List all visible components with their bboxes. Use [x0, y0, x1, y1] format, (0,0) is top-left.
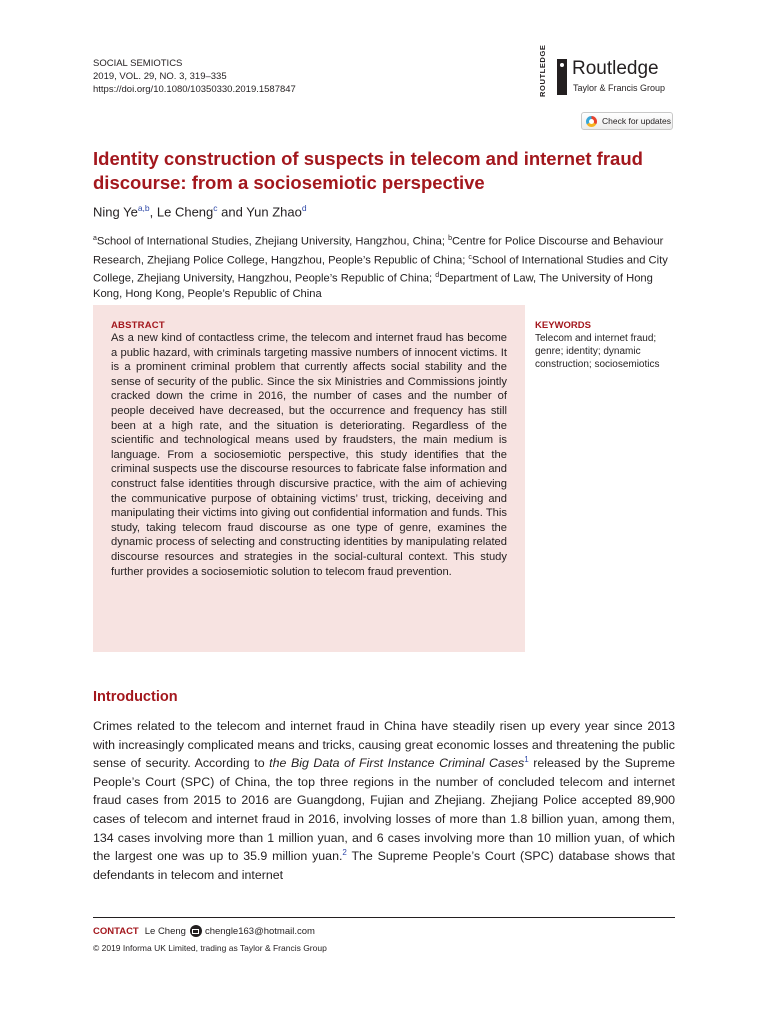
author-affiliation-marker[interactable]: c — [213, 203, 218, 213]
abstract-text: As a new kind of contactless crime, the telecom and internet fraud has become a public hazard, with criminals targeting massive numbers of innocent victims. It is a prominent criminal problem that currently affects social stability and the sense of security of the public. Since the six Ministries and Commissions jointly cracked down the crime in 2016, the number of cases and the number of people deceived have decreased, but the occurrence and frequency has still been at a high rate, and the situation is deteriorating. Regardless of the scientific and technological means used by fraudsters, the main medium is language. From a sociosemiotic perspective, this study identifies that the criminal suspects use the discourse resources to fabricate false information and construct false identities through discursive practice, with the aim of achieving the communicative purpose of obtaining victims’ trust, tricking, deceiving and manipulating their victims into giving out confidential information and funds. This study, taking telecom fraud discourse as one type of genre, examines the dynamic process of selecting and constructing identities by manipulating related discourse resources and strategies in the social-cultural context. This study further provides a sociosemiotic solution to telecom fraud prevention. — [111, 332, 507, 578]
keywords-heading: KEYWORDS — [535, 320, 591, 331]
author-affiliation-marker[interactable]: d — [301, 203, 307, 213]
routledge-logo — [538, 44, 688, 101]
publisher-name: Routledge — [572, 58, 659, 79]
keywords-text: Telecom and internet fraud; genre; identity; dynamic construction; sociosemiotics — [535, 333, 660, 370]
footnote-marker[interactable]: 1 — [524, 755, 529, 765]
publisher-group: Taylor & Francis Group — [573, 83, 666, 93]
journal-volume: 2019, VOL. 29, NO. 3, 319–335 — [93, 71, 227, 82]
author-name[interactable]: Le Cheng — [156, 204, 214, 220]
affiliation: Department of Law, The University of Hong Kong, Hong Kong, People’s Republic of China — [93, 273, 653, 301]
author-name[interactable]: Ning Ye — [93, 204, 138, 220]
journal-name: SOCIAL SEMIOTICS — [93, 58, 183, 69]
doi-link[interactable]: https://doi.org/10.1080/10350330.2019.1587847 — [93, 84, 296, 95]
author-name[interactable]: Yun Zhao — [246, 204, 302, 220]
contact-name: Le Cheng — [144, 925, 186, 937]
contact-label: CONTACT — [93, 925, 139, 937]
crossmark-icon — [586, 116, 597, 127]
check-updates-label: Check for updates — [602, 116, 671, 126]
footer-divider — [93, 917, 675, 918]
logo-vertical-wordmark: ROUTLEDGE — [538, 44, 547, 97]
contact-line — [93, 925, 315, 937]
affiliation: School of International Studies and City College, Zhejiang University, Hangzhou, People’s Republic of China; — [93, 254, 668, 286]
author-affiliation-marker[interactable]: a,b — [137, 203, 150, 213]
abstract-heading: ABSTRACT — [111, 320, 165, 331]
journal-meta — [93, 57, 296, 96]
logo-mark-icon — [557, 59, 567, 95]
affiliations: $^a$School of International Studies, Zhejiang University, Hangzhou, China; $^b$Centre for Police Discourse and Behaviour Research, Zhejiang Police College, Hangzhou, People’s Republic of China; $^c$School of International Studies and City College, Zhejiang University, Hangzhou, People’s Republic of China; $^d$Department of Law, The University of Hong Kong, Hong Kong, People’s Republic of China — [93, 235, 668, 301]
introduction-heading: Introduction — [93, 689, 178, 705]
article-title: Identity construction of suspects in telecom and internet fraud discourse: from a sociosemiotic perspective — [93, 148, 643, 193]
footnote-marker[interactable]: 2 — [342, 848, 347, 858]
affiliation: Centre for Police Discourse and Behaviour Research, Zhejiang Police College, Hangzhou, People’s Republic of China; — [93, 235, 664, 267]
email-icon — [190, 925, 202, 937]
introduction-paragraph: Crimes related to the telecom and internet fraud in China have steadily risen up every year since 2013 with increasingly complicated means and tricks, causing great economic losses and threatening the public sense of security. According to the Big Data of First Instance Criminal Cases$^1$ released by the Supreme People’s Court (SPC) of China, the top three regions in the number of concluded telecom and internet fraud cases from 2015 to 2016 are Guangdong, Fujian and Zhejiang. Zhejiang Police accepted 89,900 cases of telecom and internet fraud in 2016, involving losses of more than 1.8 billion yuan, among them, 134 cases involving more than 1 million yuan, and 6 cases involving more than 10 million yuan, of which the largest one was up to 35.9 million yuan.$^2$ The Supreme People’s Court (SPC) database shows that defendants in telecom and internet — [93, 719, 675, 882]
affiliation: School of International Studies, Zhejiang University, Hangzhou, China; — [96, 235, 449, 248]
copyright: © 2019 Informa UK Limited, trading as Taylor & Francis Group — [93, 943, 327, 953]
contact-email-link[interactable]: chengle163@hotmail.com — [204, 925, 315, 937]
cited-source-title: the Big Data of First Instance Criminal Cases — [269, 756, 525, 771]
check-for-updates-button[interactable] — [581, 112, 673, 130]
author-list: Ning Ye$^{a,b}$, Le Cheng$^c$ and Yun Zhao$^d$ — [93, 203, 307, 220]
